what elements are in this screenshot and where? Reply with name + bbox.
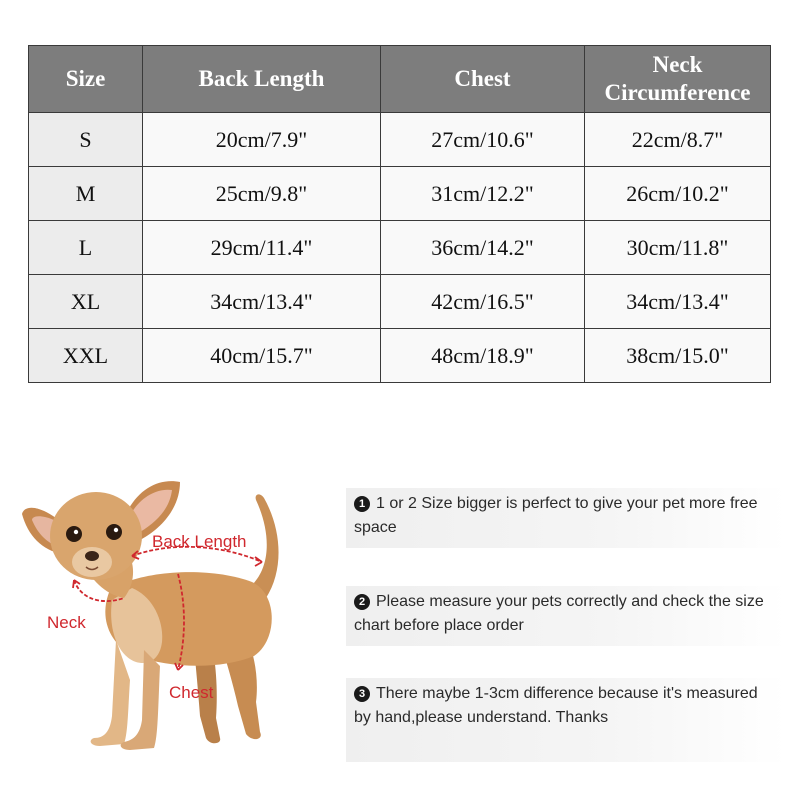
header-back-length: Back Length <box>143 46 381 113</box>
size-chart-table <box>28 45 771 383</box>
back-length-cell: 34cm/13.4" <box>143 275 381 329</box>
size-cell: M <box>29 167 143 221</box>
size-cell: XXL <box>29 329 143 383</box>
chest-label: Chest <box>169 683 214 702</box>
size-cell: L <box>29 221 143 275</box>
size-cell: S <box>29 113 143 167</box>
chest-cell: 31cm/12.2" <box>381 167 585 221</box>
header-chest: Chest <box>381 46 585 113</box>
neck-cell: 38cm/15.0" <box>585 329 771 383</box>
note-text: There maybe 1-3cm difference because it's measured by hand,please understand. Thanks <box>354 685 758 726</box>
chest-cell: 48cm/18.9" <box>381 329 585 383</box>
neck-cell: 30cm/11.8" <box>585 221 771 275</box>
note-text: 1 or 2 Size bigger is perfect to give your pet more free space <box>354 495 758 536</box>
back-length-cell: 20cm/7.9" <box>143 113 381 167</box>
table-row <box>29 113 771 167</box>
table-row <box>29 167 771 221</box>
number-3-icon: 3 <box>354 686 370 702</box>
back-length-cell: 29cm/11.4" <box>143 221 381 275</box>
number-2-icon: 2 <box>354 594 370 610</box>
note-2 <box>346 586 786 646</box>
note-3 <box>346 678 786 762</box>
table-row <box>29 275 771 329</box>
number-1-icon: 1 <box>354 496 370 512</box>
chest-cell: 42cm/16.5" <box>381 275 585 329</box>
back-length-cell: 40cm/15.7" <box>143 329 381 383</box>
table-row <box>29 221 771 275</box>
header-size: Size <box>29 46 143 113</box>
back-length-cell: 25cm/9.8" <box>143 167 381 221</box>
chest-cell: 27cm/10.6" <box>381 113 585 167</box>
neck-cell: 34cm/13.4" <box>585 275 771 329</box>
dog-measurement-diagram <box>20 470 340 770</box>
header-neck-circumference: Neck Circumference <box>585 46 771 113</box>
neck-label: Neck <box>47 613 86 632</box>
note-text: Please measure your pets correctly and check the size chart before place order <box>354 593 764 634</box>
table-header-row <box>29 46 771 113</box>
size-cell: XL <box>29 275 143 329</box>
neck-cell: 22cm/8.7" <box>585 113 771 167</box>
chest-cell: 36cm/14.2" <box>381 221 585 275</box>
neck-cell: 26cm/10.2" <box>585 167 771 221</box>
table-row <box>29 329 771 383</box>
back-length-label: Back Length <box>152 532 247 551</box>
note-1 <box>346 488 786 548</box>
